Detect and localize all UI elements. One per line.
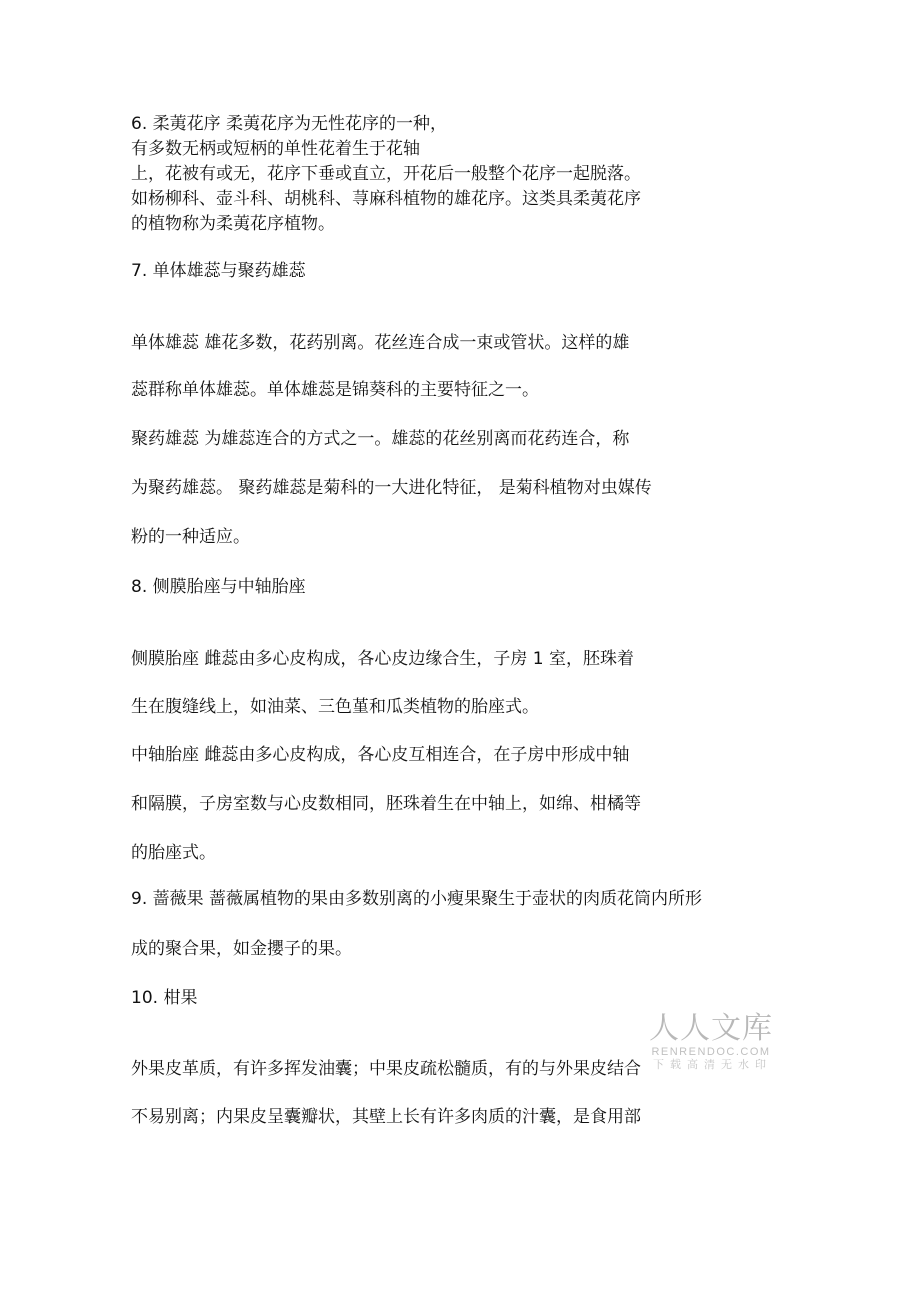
text-line: 侧膜胎座 雌蕊由多心皮构成，各心皮边缘合生，子房 1 室，胚珠着	[131, 649, 635, 669]
watermark-domain: RENRENDOC.COM	[651, 1046, 771, 1058]
watermark-logo	[646, 1012, 776, 1072]
text-line: 单体雄蕊 雄花多数，花药别离。花丝连合成一束或管状。这样的雄	[131, 333, 630, 353]
text-line: 6. 柔荑花序 柔荑花序为无性花序的一种，	[131, 114, 448, 134]
text-line: 9. 蔷薇果 蔷薇属植物的果由多数别离的小瘦果聚生于壶状的肉质花筒内所形	[131, 889, 703, 909]
text-line: 上，花被有或无，花序下垂或直立，开花后一般整个花序一起脱落。	[131, 164, 641, 184]
text-line: 蕊群称单体雄蕊。单体雄蕊是锦葵科的主要特征之一。	[131, 380, 539, 400]
text-line: 的胎座式。	[131, 843, 216, 863]
watermark-subtitle: 下载高清无水印	[653, 1058, 772, 1071]
text-line: 聚药雄蕊 为雄蕊连合的方式之一。雄蕊的花丝别离而花药连合，称	[131, 429, 630, 449]
text-line: 生在腹缝线上，如油菜、三色堇和瓜类植物的胎座式。	[131, 697, 539, 717]
text-line: 成的聚合果，如金攖子的果。	[131, 939, 352, 959]
text-line: 和隔膜，子房室数与心皮数相同，胚珠着生在中轴上，如绵、柑橘等	[131, 794, 641, 814]
text-line: 的植物称为柔荑花序植物。	[131, 214, 335, 234]
section-heading: 10. 柑果	[131, 988, 198, 1008]
text-line: 为聚药雄蕊。 聚药雄蕊是菊科的一大进化特征， 是菊科植物对虫媒传	[131, 478, 652, 498]
text-line: 有多数无柄或短柄的单性花着生于花轴	[131, 139, 420, 159]
text-line: 如杨柳科、壶斗科、胡桃科、荨麻科植物的雄花序。这类具柔荑花序	[131, 189, 641, 209]
section-heading: 8. 侧膜胎座与中轴胎座	[131, 577, 306, 597]
text-line: 粉的一种适应。	[131, 527, 250, 547]
text-line: 不易别离；内果皮呈囊瓣状，其壁上长有许多肉质的汁囊，是食用部	[131, 1107, 641, 1127]
text-line: 外果皮革质，有许多挥发油囊；中果皮疏松髓质，有的与外果皮结合	[131, 1059, 641, 1079]
section-heading: 7. 单体雄蕊与聚药雄蕊	[131, 261, 306, 281]
text-line: 中轴胎座 雌蕊由多心皮构成，各心皮互相连合，在子房中形成中轴	[131, 745, 630, 765]
watermark-title: 人人文库	[649, 1011, 773, 1046]
